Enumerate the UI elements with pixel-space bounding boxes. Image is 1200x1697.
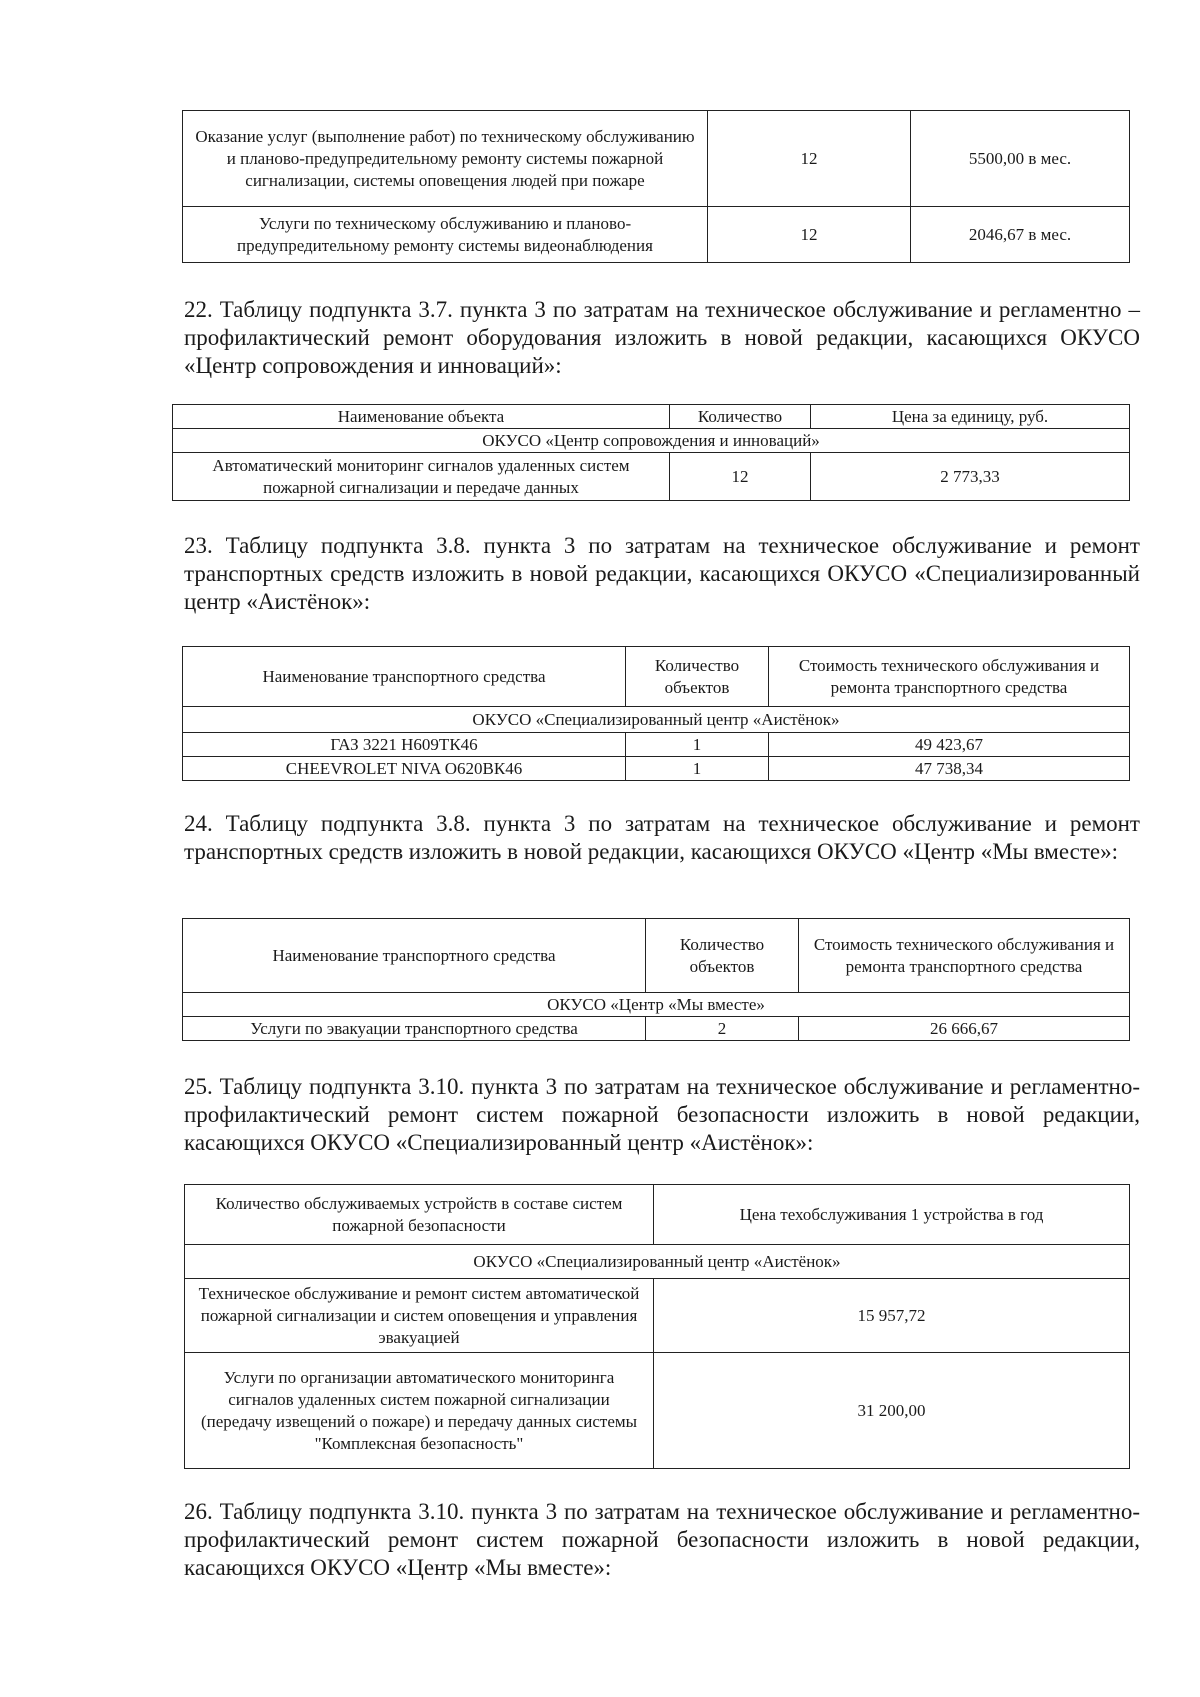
header-unit-price: Цена за единицу, руб. — [811, 405, 1130, 429]
price-cell: 31 200,00 — [654, 1353, 1130, 1469]
vehicle-name-cell: CHEEVROLET NIVA О620ВК46 — [183, 757, 626, 781]
header-quantity: Количество объектов — [626, 647, 769, 707]
org-name: ОКУСО «Специализированный центр «Аистёнок» — [185, 1245, 1130, 1279]
price-cell: 2 773,33 — [811, 453, 1130, 501]
paragraph-24: 24. Таблицу подпункта 3.8. пункта 3 по затратам на техническое обслуживание и ремонт транспортных средств изложить в новой редакции, касающихся ОКУСО «Центр «Мы вместе»: — [184, 811, 1140, 864]
object-name-cell: Автоматический мониторинг сигналов удаленных систем пожарной сигнализации и передаче данных — [173, 453, 670, 501]
service-name-cell: Оказание услуг (выполнение работ) по техническому обслуживанию и планово-предупредительному ремонту системы пожарной сигнализации, системы оповещения людей при пожаре — [183, 111, 708, 207]
org-row — [173, 429, 1130, 453]
quantity-cell: 1 — [626, 757, 769, 781]
header-object-name: Наименование объекта — [173, 405, 670, 429]
table-row — [183, 207, 1130, 263]
header-device-price: Цена техобслуживания 1 устройства в год — [654, 1185, 1130, 1245]
org-row — [185, 1245, 1130, 1279]
header-quantity: Количество объектов — [646, 919, 799, 993]
header-maintenance-cost: Стоимость технического обслуживания и ремонта транспортного средства — [799, 919, 1130, 993]
service-name-cell: Услуги по эвакуации транспортного средства — [183, 1017, 646, 1041]
table-25 — [184, 1184, 1130, 1469]
table-row — [183, 1017, 1130, 1041]
table-row — [185, 1353, 1130, 1469]
org-name: ОКУСО «Центр сопровождения и инноваций» — [173, 429, 1130, 453]
table-continuation — [182, 110, 1130, 263]
table-header-row — [173, 405, 1130, 429]
price-cell: 26 666,67 — [799, 1017, 1130, 1041]
table-row — [183, 757, 1130, 781]
paragraph-26: 26. Таблицу подпункта 3.10. пункта 3 по затратам на техническое обслуживание и регламентно-профилактический ремонт систем пожарной безопасности изложить в новой редакции, касающихся ОКУСО «Центр «Мы вместе»: — [184, 1499, 1140, 1580]
table-header-row — [183, 919, 1130, 993]
table-row — [183, 111, 1130, 207]
price-cell: 15 957,72 — [654, 1279, 1130, 1353]
quantity-cell: 1 — [626, 733, 769, 757]
table-row — [173, 453, 1130, 501]
table-header-row — [183, 647, 1130, 707]
quantity-cell: 12 — [708, 111, 911, 207]
table-22 — [172, 404, 1130, 501]
header-device-count: Количество обслуживаемых устройств в составе систем пожарной безопасности — [185, 1185, 654, 1245]
vehicle-name-cell: ГАЗ 3221 Н609ТК46 — [183, 733, 626, 757]
org-name: ОКУСО «Центр «Мы вместе» — [183, 993, 1130, 1017]
table-23 — [182, 646, 1130, 781]
org-name: ОКУСО «Специализированный центр «Аистёнок» — [183, 707, 1130, 733]
paragraph-25: 25. Таблицу подпункта 3.10. пункта 3 по затратам на техническое обслуживание и регламентно-профилактический ремонт систем пожарной безопасности изложить в новой редакции, касающихся ОКУСО «Специализированный центр «Аистёнок»: — [184, 1074, 1140, 1155]
table-24 — [182, 918, 1130, 1041]
price-cell: 47 738,34 — [769, 757, 1130, 781]
quantity-cell: 12 — [708, 207, 911, 263]
table-header-row — [185, 1185, 1130, 1245]
service-name-cell: Услуги по техническому обслуживанию и планово-предупредительному ремонту системы видеонаблюдения — [183, 207, 708, 263]
service-name-cell: Техническое обслуживание и ремонт систем автоматической пожарной сигнализации и систем оповещения и управления эвакуацией — [185, 1279, 654, 1353]
header-vehicle-name: Наименование транспортного средства — [183, 647, 626, 707]
price-cell: 2046,67 в мес. — [911, 207, 1130, 263]
table-row — [185, 1279, 1130, 1353]
header-quantity: Количество — [670, 405, 811, 429]
paragraph-22: 22. Таблицу подпункта 3.7. пункта 3 по затратам на техническое обслуживание и регламентно – профилактический ремонт оборудования изложить в новой редакции, касающихся ОКУСО «Центр сопровождения и инноваций»: — [184, 297, 1140, 378]
quantity-cell: 2 — [646, 1017, 799, 1041]
quantity-cell: 12 — [670, 453, 811, 501]
paragraph-23: 23. Таблицу подпункта 3.8. пункта 3 по затратам на техническое обслуживание и ремонт транспортных средств изложить в новой редакции, касающихся ОКУСО «Специализированный центр «Аистёнок»: — [184, 533, 1140, 614]
org-row — [183, 993, 1130, 1017]
header-maintenance-cost: Стоимость технического обслуживания и ремонта транспортного средства — [769, 647, 1130, 707]
price-cell: 49 423,67 — [769, 733, 1130, 757]
price-cell: 5500,00 в мес. — [911, 111, 1130, 207]
header-vehicle-name: Наименование транспортного средства — [183, 919, 646, 993]
org-row — [183, 707, 1130, 733]
table-row — [183, 733, 1130, 757]
service-name-cell: Услуги по организации автоматического мониторинга сигналов удаленных систем пожарной сигнализации (передачу извещений о пожаре) и передачу данных системы "Комплексная безопасность" — [185, 1353, 654, 1469]
